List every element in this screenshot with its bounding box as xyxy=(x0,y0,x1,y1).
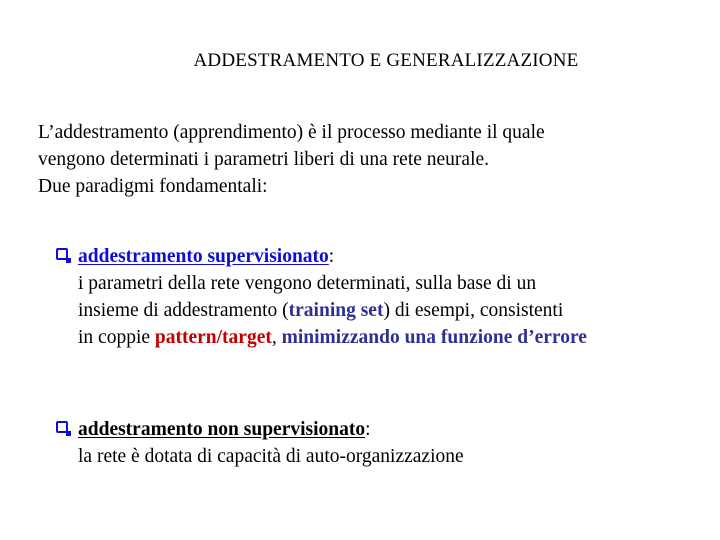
bullet-supervised-heading xyxy=(56,243,587,270)
checkbox-bullet-icon xyxy=(56,248,68,260)
colon: : xyxy=(365,419,371,440)
text-segment: ) di esempi, consistenti xyxy=(383,300,564,321)
bullet-unsupervised xyxy=(56,416,464,470)
bullet-supervised-line-2 xyxy=(56,297,587,324)
intro-line-1: L’addestramento (apprendimento) è il processo mediante il quale xyxy=(38,122,545,143)
bullet-supervised xyxy=(56,243,587,351)
intro-paragraph xyxy=(38,119,545,200)
bullet-supervised-line-1: i parametri della rete vengono determinati, sulla base di un xyxy=(78,273,537,294)
bullet-unsupervised-heading xyxy=(56,416,464,443)
text-segment: insieme di addestramento ( xyxy=(78,300,289,321)
text-segment: , xyxy=(271,327,282,348)
intro-line-2: vengono determinati i parametri liberi di una rete neurale. xyxy=(38,149,490,170)
term-training-set: training set xyxy=(288,300,384,321)
checkbox-bullet-icon xyxy=(56,421,68,433)
term-pattern-target: pattern/target xyxy=(154,327,272,348)
intro-line-3: Due paradigmi fondamentali: xyxy=(38,176,268,197)
term-supervised: addestramento supervisionato xyxy=(78,246,329,267)
bullet-unsupervised-line-1: la rete è dotata di capacità di auto-organizzazione xyxy=(78,446,464,467)
term-unsupervised: addestramento non supervisionato xyxy=(78,419,366,440)
bullet-supervised-line-3 xyxy=(56,324,587,351)
slide-title: ADDESTRAMENTO E GENERALIZZAZIONE xyxy=(193,50,579,71)
term-error-function: minimizzando una funzione d’errore xyxy=(281,327,587,348)
colon: : xyxy=(328,246,335,267)
text-segment: in coppie xyxy=(78,327,155,348)
